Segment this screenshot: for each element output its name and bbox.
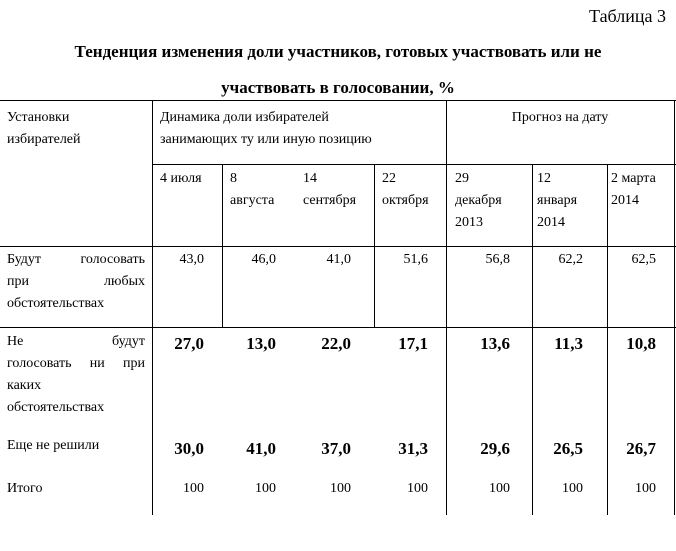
header-settings-line2: избирателей (7, 132, 81, 147)
table-cell: 41,0 (246, 439, 276, 458)
header-settings-line1: Установки (7, 110, 70, 125)
table-cell: 13,0 (246, 334, 276, 353)
col2-divider (222, 164, 223, 328)
table-cell: 62,2 (558, 252, 583, 267)
table-cell: 11,3 (554, 334, 583, 353)
header-date-7-line1: 2 марта (611, 171, 656, 186)
table-cell: 26,5 (553, 439, 583, 458)
table-top-border (0, 100, 676, 101)
table-cell: 29,6 (480, 439, 510, 458)
header-dynamics-line1: Динамика доли избирателей (160, 110, 329, 125)
header-date-1 (160, 168, 202, 190)
header-date-5-line2: декабря (455, 193, 502, 208)
header-date-4 (382, 168, 429, 212)
table-cell: 100 (255, 481, 276, 496)
header-date-2-line1: 8 (230, 171, 237, 186)
header-date-3-line2: сентября (303, 193, 357, 208)
header-forecast: Прогноз на дату (511, 110, 609, 125)
row2-label-line3: каких (7, 378, 42, 393)
header-date-5-line1: 29 (455, 171, 469, 186)
table-cell: 46,0 (251, 252, 276, 267)
row-label-total: Итого (7, 481, 43, 496)
header-date-6-line1: 12 (537, 171, 551, 186)
header-date-6-line3: 2014 (537, 215, 565, 230)
header-divider (152, 164, 676, 165)
table-title-line1: Тенденция изменения доли участников, готовых участвовать или не (74, 42, 602, 61)
table-cell: 100 (330, 481, 351, 496)
table-title-line2: участвовать в голосовании, % (221, 78, 455, 97)
table-cell: 22,0 (321, 334, 351, 353)
col6-divider (532, 164, 533, 515)
data-table (0, 100, 676, 551)
table-cell: 37,0 (321, 439, 351, 458)
header-date-3 (303, 168, 356, 212)
table-cell: 62,5 (631, 252, 656, 267)
table-label: Таблица 3 (589, 6, 666, 26)
col7-divider (607, 164, 608, 515)
header-date-5-line3: 2013 (455, 215, 483, 230)
header-date-2 (230, 168, 274, 212)
table-cell: 41,0 (326, 252, 351, 267)
header-date-4-line2: октября (382, 193, 429, 208)
row1-bottom-border (0, 327, 676, 328)
header-date-2-line2: августа (230, 193, 275, 208)
table-cell: 100 (562, 481, 583, 496)
header-date-7-line2: 2014 (611, 193, 639, 208)
header-date-4-line1: 22 (382, 171, 396, 186)
header-date-7 (611, 168, 656, 212)
row-label-will-vote (7, 249, 145, 315)
row2-label-line4: обстоятельствах (7, 400, 105, 415)
header-date-1-line1: 4 июля (160, 171, 202, 186)
header-dynamics-line2: занимающих ту или иную позицию (160, 132, 372, 147)
table-cell: 51,6 (403, 252, 428, 267)
table-cell: 13,6 (480, 334, 510, 353)
table-cell: 100 (407, 481, 428, 496)
table-cell: 10,8 (626, 334, 656, 353)
row1-label-line2: при любых (7, 274, 145, 289)
table-cell: 27,0 (174, 334, 204, 353)
table-cell: 43,0 (179, 252, 204, 267)
header-date-6-line2: января (537, 193, 578, 208)
table-cell: 100 (489, 481, 510, 496)
table-right-border (674, 100, 675, 515)
table-cell: 30,0 (174, 439, 204, 458)
header-date-3-line1: 14 (303, 171, 317, 186)
header-dynamics (160, 107, 372, 151)
row1-label-line1: Будут голосовать (7, 252, 145, 267)
col4-divider (374, 164, 375, 328)
header-settings (7, 107, 81, 151)
row1-label-line3: обстоятельствах (7, 296, 105, 311)
row-label-undecided: Еще не решили (7, 438, 100, 453)
table-cell: 31,3 (398, 439, 428, 458)
row2-label-line2: голосовать ни при (7, 356, 145, 371)
row-label-will-not-vote (7, 331, 145, 419)
col1-divider (152, 100, 153, 515)
header-bottom-border (0, 246, 676, 247)
forecast-divider (446, 100, 447, 515)
table-cell: 56,8 (485, 252, 510, 267)
header-date-6 (537, 168, 577, 234)
header-date-5 (455, 168, 502, 234)
table-cell: 100 (635, 481, 656, 496)
table-cell: 26,7 (626, 439, 656, 458)
table-cell: 17,1 (398, 334, 428, 353)
table-cell: 100 (183, 481, 204, 496)
row2-label-line1: Не будут (7, 334, 145, 349)
